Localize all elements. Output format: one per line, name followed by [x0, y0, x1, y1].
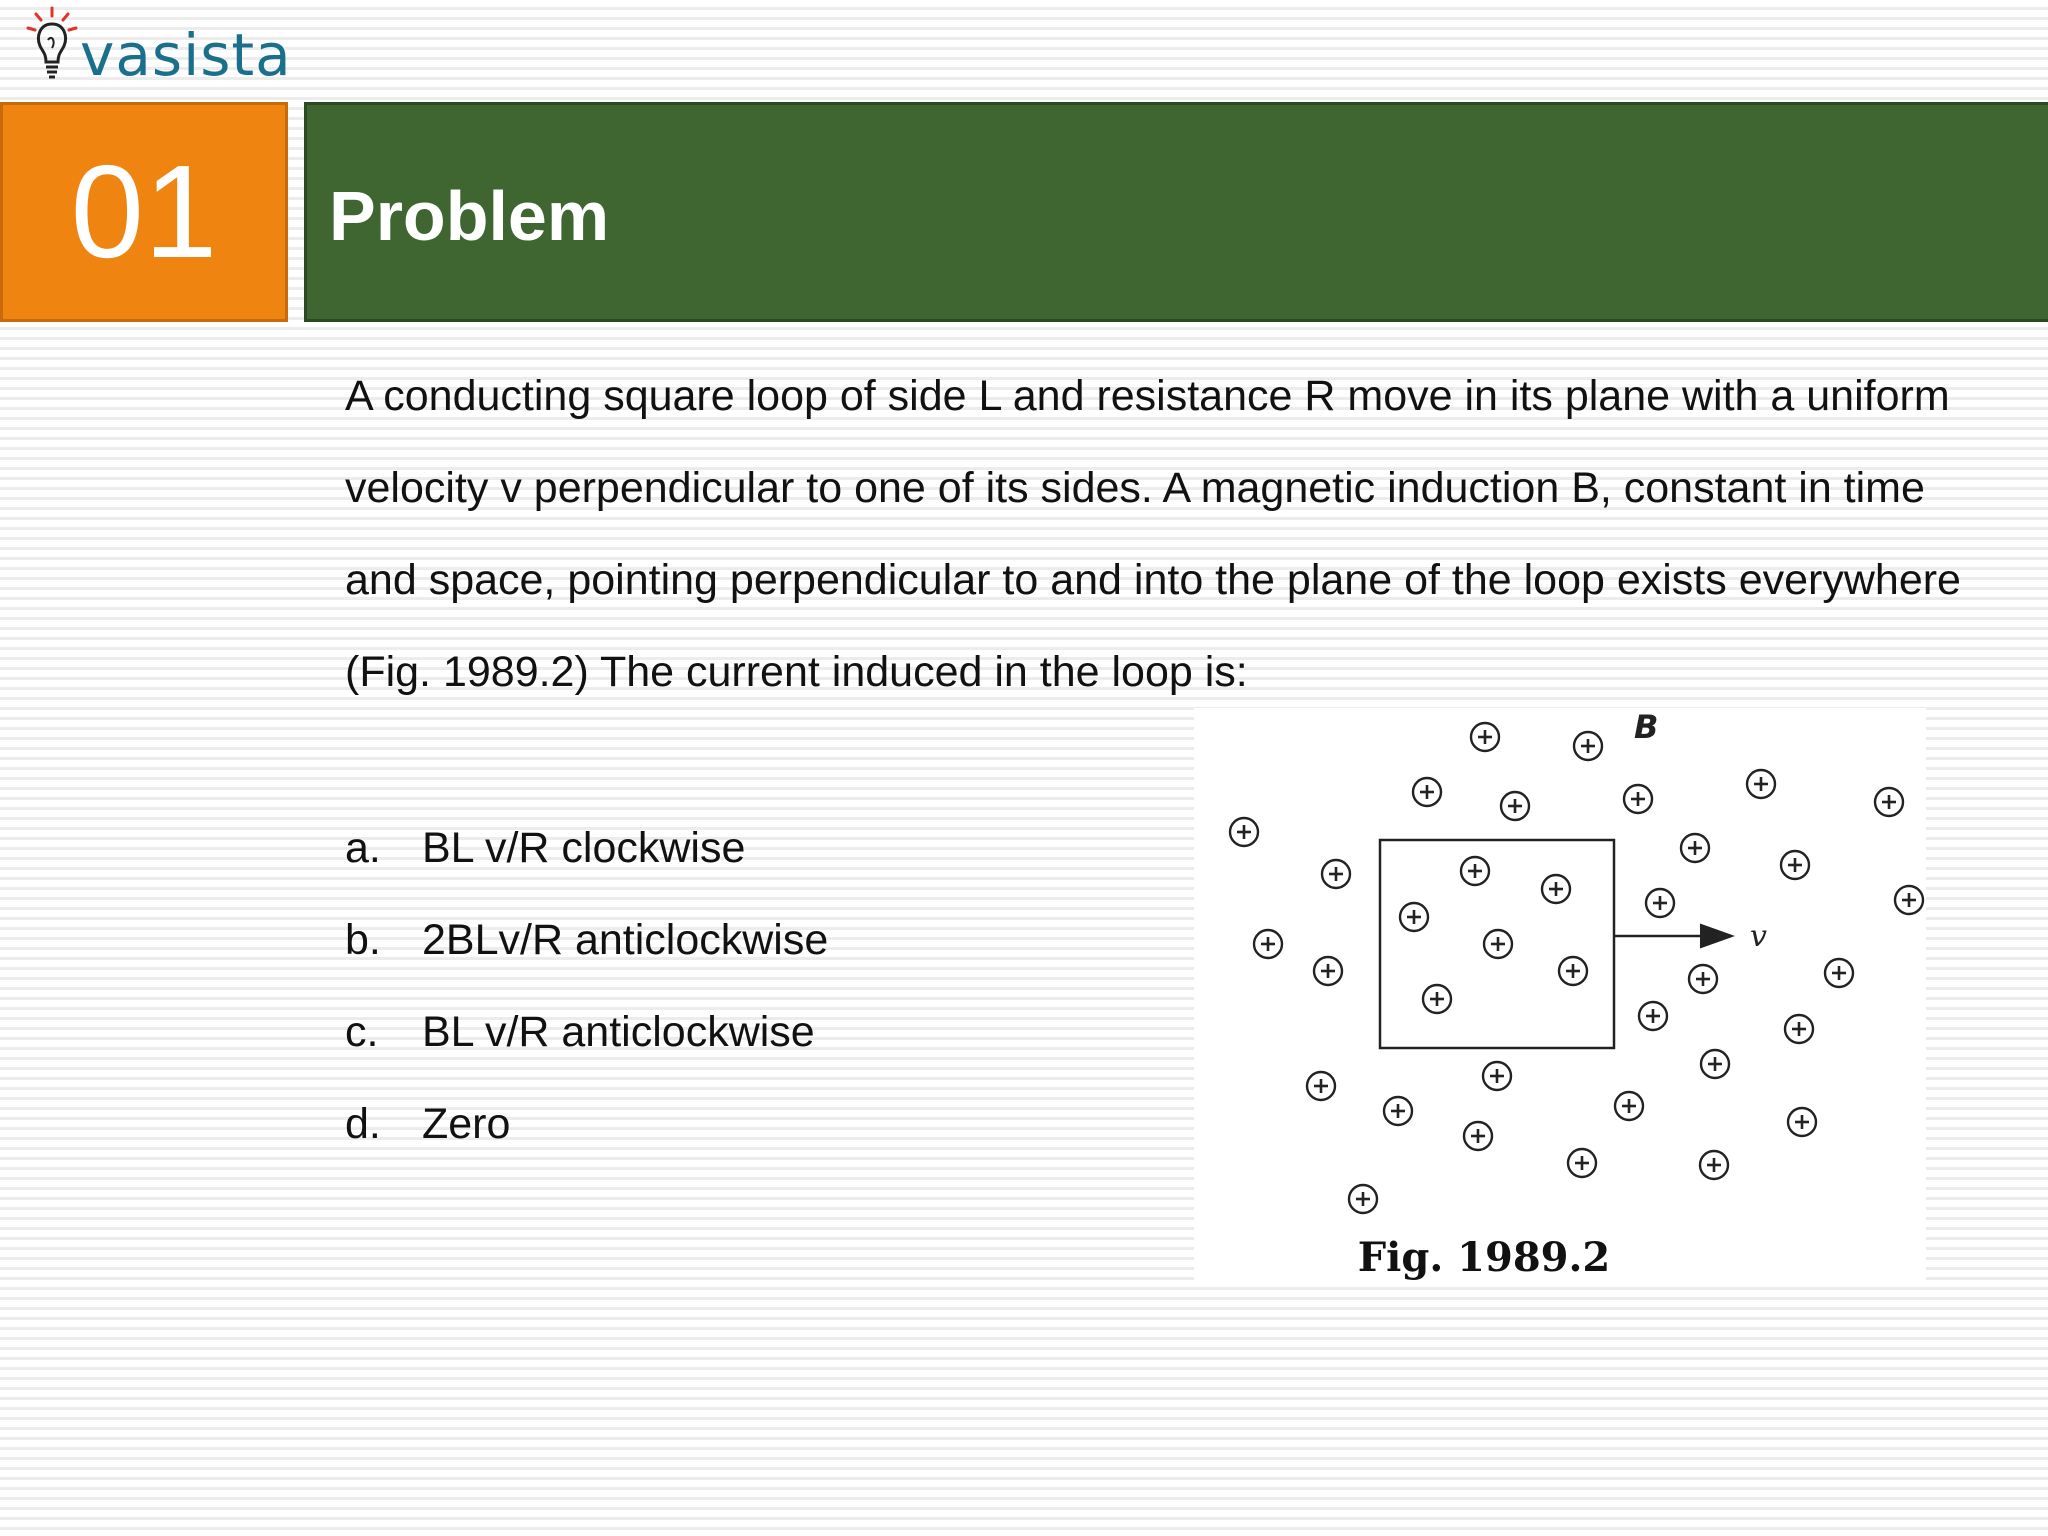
question-text: A conducting square loop of side L and resistance R move in its plane with a uniform velocity v perpendicular to one of its sides. A magnetic induction B, constant in time and space, pointing perpendicular to and into the plane of the loop exists everywhere (Fig. 1989.2) The current induced in the loop is: [345, 372, 1961, 696]
slide-number-box [0, 102, 288, 322]
figure-caption: Fig. 1989.2 [1357, 1234, 1611, 1281]
title-bar [304, 102, 2048, 322]
option-text: 2BLv/R anticlockwise [422, 916, 829, 964]
slide-number: 01 [70, 138, 218, 285]
option-text: BL v/R clockwise [422, 824, 746, 872]
option-letter: b. [345, 916, 381, 964]
options-list [345, 802, 828, 1170]
velocity-label: v [1750, 919, 1767, 954]
option-letter: c. [345, 1008, 379, 1056]
option-d [345, 1078, 828, 1170]
option-a [345, 802, 828, 894]
option-letter: d. [345, 1100, 381, 1148]
option-text: BL v/R anticlockwise [422, 1008, 815, 1056]
option-letter: a. [345, 824, 381, 872]
field-label: B [1634, 708, 1659, 746]
logo-text: vasista [80, 21, 292, 89]
figure-magnetic-loop [1194, 708, 1926, 1282]
field-marks [1230, 723, 1923, 1213]
lightbulb-icon [22, 4, 82, 94]
vasista-logo [22, 4, 292, 96]
option-b [345, 894, 828, 986]
loop-diagram [1194, 708, 1926, 1228]
option-text: Zero [422, 1100, 511, 1148]
slide-title: Problem [329, 177, 610, 255]
option-c [345, 986, 828, 1078]
